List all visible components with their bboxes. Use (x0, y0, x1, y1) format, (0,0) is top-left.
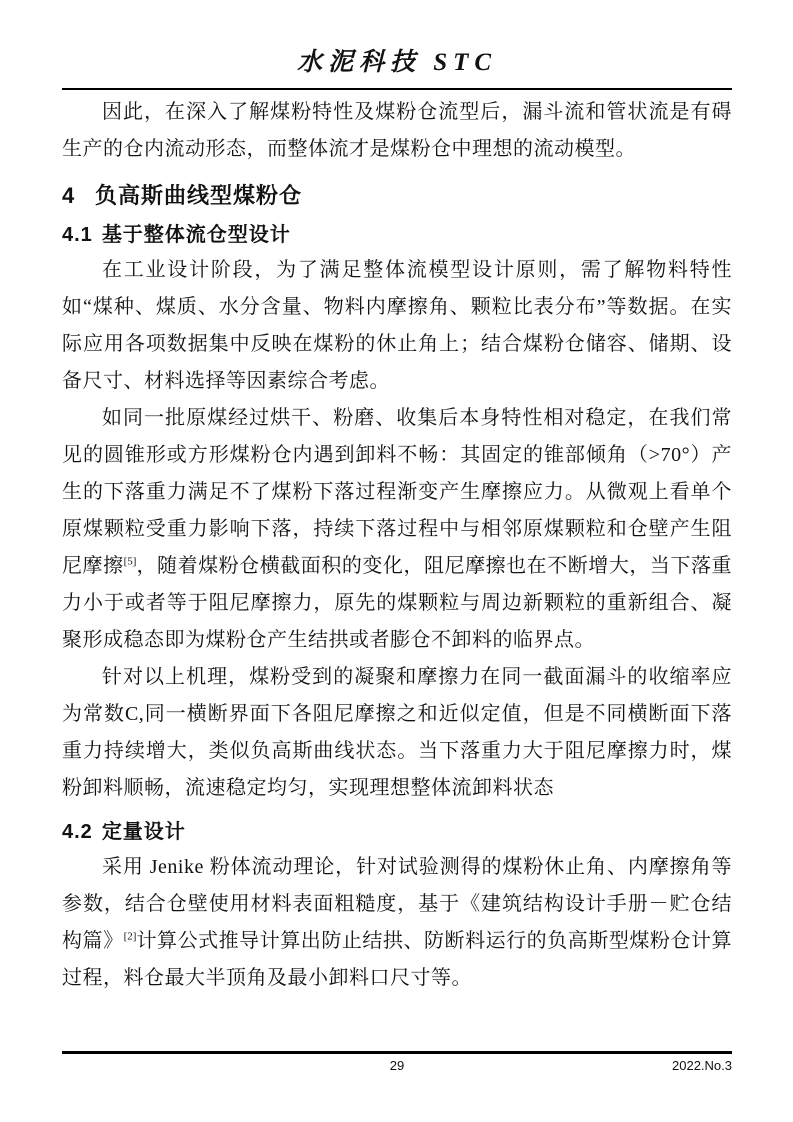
citation-ref-5: [5] (123, 555, 137, 568)
section-4-2-paragraph-1 (62, 849, 732, 997)
section-4-2-number: 4.2 (62, 821, 93, 843)
section-4-heading (62, 179, 732, 210)
citation-ref-2: [2] (123, 930, 137, 943)
issue-label: 2022.No.3 (672, 1058, 732, 1073)
section-4-number: 4 (62, 183, 76, 208)
intro-paragraph: 因此，在深入了解煤粉特性及煤粉仓流型后，漏斗流和管状流是有碍生产的仓内流动形态，而整体流才是煤粉仓中理想的流动模型。 (62, 101, 732, 160)
section-4-1-number: 4.1 (62, 224, 93, 246)
section-4-1-paragraph-1: 在工业设计阶段，为了满足整体流模型设计原则，需了解物料特性如“煤种、煤质、水分含量、物料内摩擦角、颗粒比表分布”等数据。在实际应用各项数据集中反映在煤粉的休止角上；结合煤粉仓储容、储期、设备尺寸、材料选择等因素综合考虑。 (62, 259, 732, 392)
page-footer (62, 1051, 732, 1078)
page-content (62, 42, 732, 997)
paragraph-2-text-post: ，随着煤粉仓横截面积的变化，阻尼摩擦也在不断增大，当下落重力小于或者等于阻尼摩擦力，原先的煤颗粒与周边新颗粒的重新组合、凝聚形成稳态即为煤粉仓产生结拱或者膨仓不卸料的临界点。 (62, 555, 733, 651)
paragraph-4-2-text-pre: 采用 Jenike 粉体流动理论，针对试验测得的煤粉休止角、内摩擦角等参数，结合仓壁使用材料表面粗糙度，基于《建筑结构设计手册－贮仓结构篇》 (62, 856, 732, 952)
paragraph-2-text-pre: 如同一批原煤经过烘干、粉磨、收集后本身特性相对稳定，在我们常见的圆锥形或方形煤粉仓内遇到卸料不畅：其固定的锥部倾角（>70°）产生的下落重力满足不了煤粉下落过程渐变产生摩擦应力。从微观上看单个原煤颗粒受重力影响下落，持续下落过程中与相邻原煤颗粒和仓壁产生阻尼摩擦 (62, 407, 732, 577)
section-4-1-title: 基于整体流仓型设计 (101, 224, 291, 246)
section-4-2-heading (62, 815, 732, 844)
page-number: 29 (389, 1058, 405, 1073)
section-4-1-paragraph-2 (62, 400, 732, 659)
paragraph-4-2-text-post: 计算公式推导计算出防止结拱、防断料运行的负高斯型煤粉仓计算过程，料仓最大半顶角及最小卸料口尺寸等。 (62, 930, 733, 989)
header-rule (62, 88, 732, 90)
section-4-2-title: 定量设计 (101, 821, 186, 843)
footer-row (62, 1056, 732, 1078)
journal-title: 水泥科技 STC (296, 49, 498, 76)
footer-rule (62, 1051, 732, 1054)
section-4-1-heading (62, 218, 732, 247)
section-4-title: 负高斯曲线型煤粉仓 (95, 183, 303, 208)
section-4-1-paragraph-3: 针对以上机理，煤粉受到的凝聚和摩擦力在同一截面漏斗的收缩率应为常数C,同一横断界面下各阻尼摩擦之和近似定值，但是不同横断面下落重力持续增大，类似负高斯曲线状态。当下落重力大于阻尼摩擦力时，煤粉卸料顺畅，流速稳定均匀，实现理想整体流卸料状态 (62, 666, 732, 799)
